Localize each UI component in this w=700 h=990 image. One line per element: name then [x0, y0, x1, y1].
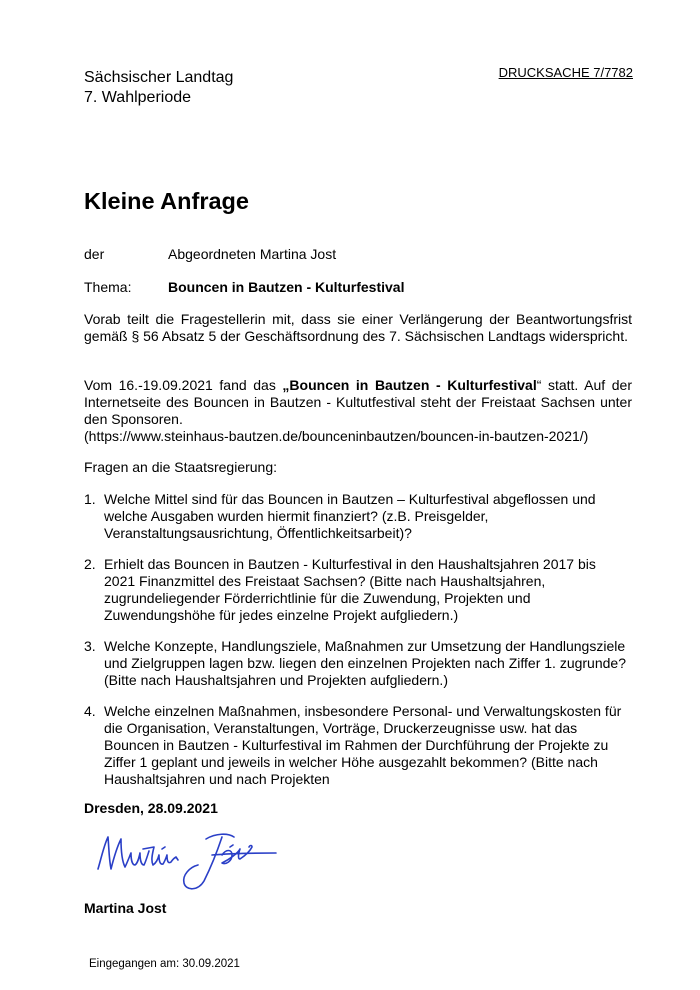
intro-paragraph: Vorab teilt die Fragestellerin mit, dass sie einer Verlängerung der Beantwortungsfrist gemäß § 56 Absatz 5 der Geschäftsordnung des 7. Sächsischen Landtags widerspricht. — [84, 311, 632, 344]
question-line: Zuwendungshöhe für jedes einzelne Projekt aufgliedern.) — [104, 607, 459, 623]
author-row — [84, 246, 644, 263]
question-text — [104, 703, 640, 788]
author-label: der — [84, 246, 105, 262]
signature-stroke — [206, 834, 234, 839]
question-number: 2. — [84, 556, 96, 572]
question-text — [104, 491, 640, 542]
received-date: Eingegangen am: 30.09.2021 — [89, 958, 240, 970]
signature-strokes — [98, 834, 276, 889]
signature-stroke — [212, 853, 276, 855]
question-number: 4. — [84, 703, 96, 719]
question-line: (Bitte nach Haushaltsjahren und Projekten aufgliedern.) — [104, 672, 448, 688]
questions-intro: Fragen an die Staatsregierung: — [84, 459, 278, 475]
context-paragraph — [84, 377, 632, 445]
sender-block — [84, 68, 233, 108]
context-part-1: Vom 16.-19.09.2021 fand das — [84, 377, 283, 393]
question-number: 1. — [84, 491, 96, 507]
question-line: und Zielgruppen lagen bzw. liegen den einzelnen Projekten nach Ziffer 1. zugrunde? — [104, 655, 626, 671]
question-text — [104, 638, 640, 689]
signature-stroke — [230, 845, 233, 847]
topic-value: Bouncen in Bautzen - Kulturfestival — [168, 279, 405, 295]
question-line: Erhielt das Bouncen in Bautzen - Kulturfestival in den Haushaltsjahren 2017 bis — [104, 556, 596, 572]
question-line: Welche Mittel sind für das Bouncen in Bautzen – Kulturfestival abgeflossen und — [104, 491, 596, 507]
question-line: Welche Konzepte, Handlungsziele, Maßnahmen zur Umsetzung der Handlungsziele — [104, 638, 626, 654]
question-number: 3. — [84, 638, 96, 654]
question-text — [104, 556, 640, 624]
source-url: (https://www.steinhaus-bautzen.de/bounceninbautzen/bouncen-in-bautzen-2021/) — [84, 428, 589, 444]
institution-name: Sächsischer Landtag — [84, 69, 234, 86]
handwritten-signature — [94, 825, 279, 895]
topic-label: Thema: — [84, 279, 132, 295]
question-line: 2021 Finanzmittel des Freistaat Sachsen? (Bitte nach Haushaltsjahren, — [104, 573, 546, 589]
festival-name: „Bouncen in Bautzen - Kulturfestival — [282, 377, 537, 393]
question-line: Veranstaltungsausrichtung, Öffentlichkeitsarbeit)? — [104, 525, 412, 541]
signature-stroke — [184, 837, 222, 889]
question-line: Bouncen in Bautzen - Kulturfestival im Rahmen der Durchführung der Projekte zu — [104, 737, 609, 753]
question-line: Ziffer 1 geplant und jeweils in welcher Höhe ausgezahlt bekommen? (Bitte nach — [104, 754, 598, 770]
place-date: Dresden, 28.09.2021 — [84, 800, 218, 816]
context-part-2: “ statt. Auf der Internetseite des Bouncen in Bautzen - Kultutfestival steht der Freistaat Sachsen unter den Sponsoren. — [84, 377, 632, 427]
author-value: Abgeordneten Martina Jost — [168, 246, 337, 262]
document-number: DRUCKSACHE 7/7782 — [498, 65, 633, 80]
question-line: welche Ausgaben wurden hiermit finanziert? (z.B. Preisgelder, — [104, 508, 489, 524]
context-text — [84, 377, 632, 428]
document-title: Kleine Anfrage — [84, 188, 249, 214]
signature-stroke — [162, 847, 165, 849]
signature-stroke — [98, 837, 178, 869]
topic-row — [84, 279, 644, 296]
legislative-period: 7. Wahlperiode — [84, 89, 192, 106]
signer-name: Martina Jost — [84, 900, 167, 916]
question-line: Haushaltsjahren und nach Projekten — [104, 771, 330, 787]
question-line: die Organisation, Veranstaltungen, Vorträge, Druckerzeugnisse usw. hat das — [104, 720, 578, 736]
question-line: Welche einzelnen Maßnahmen, insbesondere Personal- und Verwaltungskosten für — [104, 703, 622, 719]
question-line: zugrundeliegender Förderrichtlinie für die Zuwendung, Projekten und — [104, 590, 531, 606]
